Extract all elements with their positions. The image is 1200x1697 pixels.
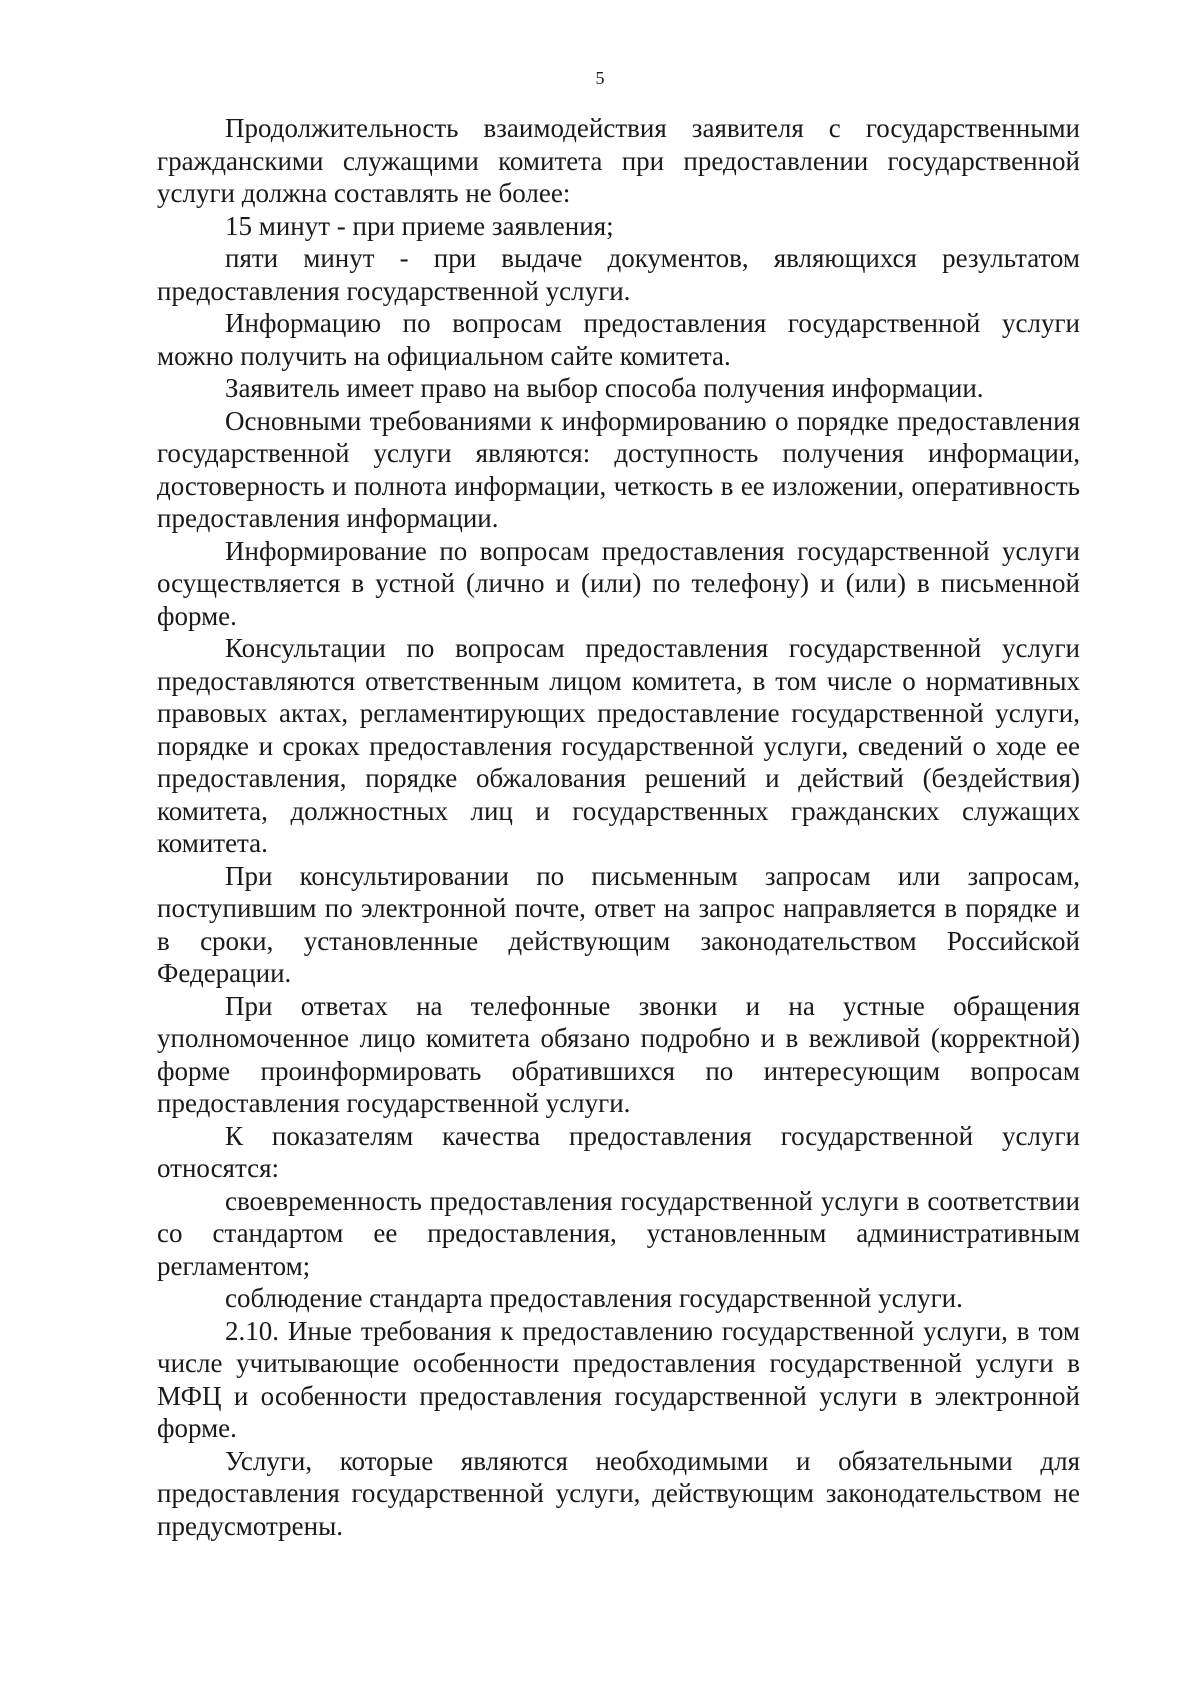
page-number: 5 <box>595 68 605 88</box>
paragraph-interaction-duration: Продолжительность взаимодействия заявителя с государственными гражданскими служащими комитета при предоставлении государственной услуги должна составлять не более: <box>157 113 1080 208</box>
paragraph-info-forms: Информирование по вопросам предоставления государственной услуги осуществляется в устной (лично и (или) по телефону) и (или) в письменной форме. <box>157 535 1080 631</box>
paragraph-info-website: Информацию по вопросам предоставления государственной услуги можно получить на официальном сайте комитета. <box>157 308 1080 371</box>
paragraph-timeliness: своевременность предоставления государственной услуги в соответствии со стандартом ее предоставления, установленным административным регламентом; <box>157 1185 1080 1281</box>
document-body <box>157 112 1080 1542</box>
paragraph-standard-compliance: соблюдение стандарта предоставления государственной услуги. <box>225 1283 963 1313</box>
paragraph-phone-calls: При ответах на телефонные звонки и на устные обращения уполномоченное лицо комитета обязано подробно и в вежливой (корректной) форме проинформировать обратившихся по интересующим вопросам предоставления государственной услуги. <box>157 990 1080 1118</box>
paragraph-info-choice: Заявитель имеет право на выбор способа получения информации. <box>225 373 984 403</box>
paragraph-section-2-10: 2.10. Иные требования к предоставлению государственной услуги, в том числе учитывающие особенности предоставления государственной услуги в МФЦ и особенности предоставления государственной услуги в электронной форме. <box>157 1315 1080 1443</box>
paragraph-info-requirements: Основными требованиями к информированию о порядке предоставления государственной услуги являются: доступность получения информации, достоверность и полнота информации, четкость в ее изложении, оперативность предоставления информации. <box>157 405 1080 533</box>
paragraph-necessary-services: Услуги, которые являются необходимыми и обязательными для предоставления государственной услуги, действующим законодательством не предусмотрены. <box>157 1445 1080 1541</box>
paragraph-application-time: 15 минут - при приеме заявления; <box>225 210 614 241</box>
paragraph-consultations: Консультации по вопросам предоставления государственной услуги предоставляются ответственным лицом комитета, в том числе о нормативных правовых актах, регламентирующих предоставление государственной услуги, порядке и сроках предоставления государственной услуги, сведений о ходе ее предоставления, порядке обжалования решений и действий (бездействия) комитета, должностных лиц и государственных гражданских служащих комитета. <box>157 633 1080 858</box>
paragraph-written-requests: При консультировании по письменным запросам или запросам, поступившим по электронной почте, ответ на запрос направляется в порядке и в сроки, установленные действующим законодательством Российской Федерации. <box>157 860 1080 988</box>
paragraph-issuance-time: пяти минут - при выдаче документов, являющихся результатом предоставления государственной услуги. <box>157 243 1080 306</box>
paragraph-quality-indicators: К показателям качества предоставления государственной услуги относятся: <box>157 1120 1080 1183</box>
